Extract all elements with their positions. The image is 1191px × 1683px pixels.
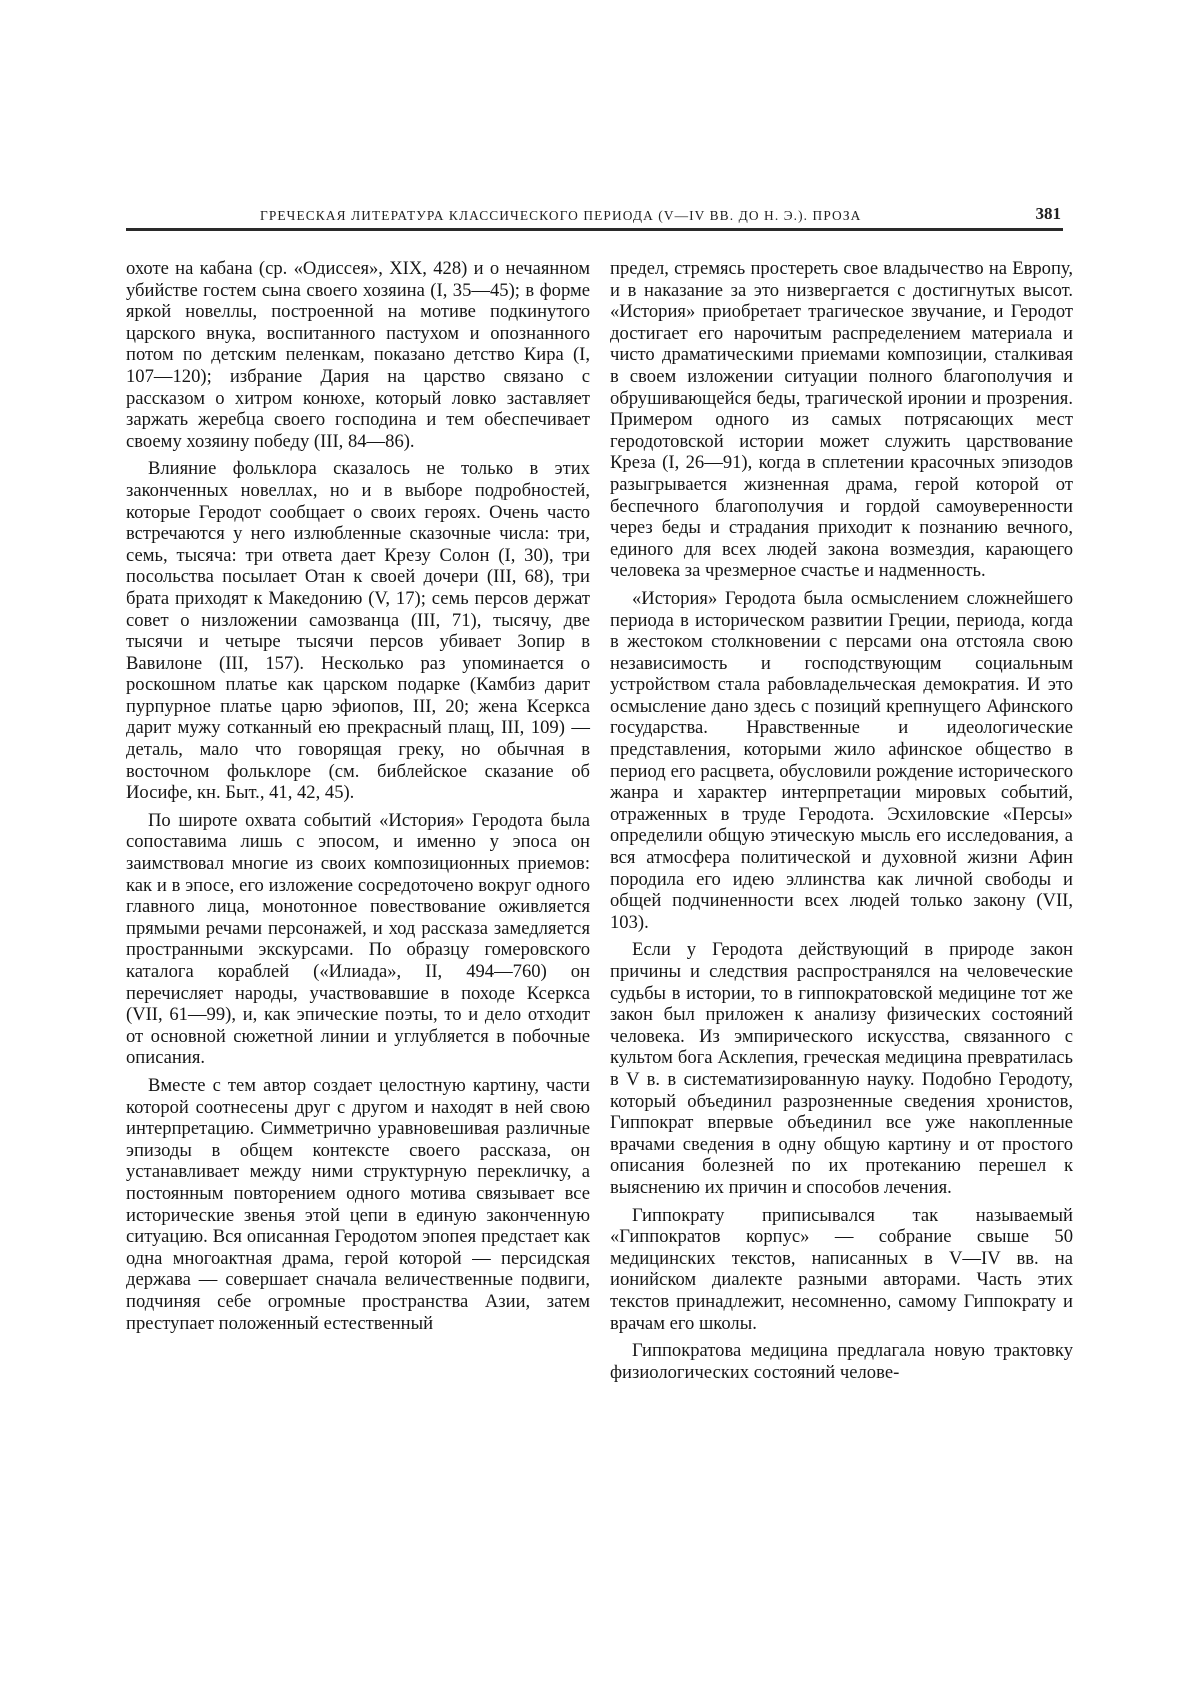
right-column	[610, 258, 1073, 1389]
page-number: 381	[1035, 204, 1061, 223]
paragraph: Влияние фольклора сказалось не только в этих законченных новеллах, но и в выборе подробностей, которые Геродот сообщает о своих героях. Очень часто встречаются у него излюбленные сказочные числа: три, семь, тысяча: три ответа дает Крезу Солон (I, 30), три посольства посылает Отан к своей дочери (III, 68), три брата приходят к Македонию (V, 17); семь персов держат совет о низложении самозванца (III, 71), тысячу, две тысячи и четыре тысячи персов убивает Зопир в Вавилоне (III, 157). Несколько раз упоминается о роскошном платье как царском подарке (Камбиз дарит пурпурное платье царю эфиопов, III, 20; жена Ксеркса дарит мужу сотканный ею прекрасный плащ, III, 109) — деталь, мало что говорящая греку, но обычная в восточном фольклоре (см. библейское сказание об Иосифе, кн. Быт., 41, 42, 45).	[126, 458, 590, 804]
paragraph: По широте охвата событий «История» Геродота была сопоставима лишь с эпосом, и именно у эпоса он заимствовал многие из своих композиционных приемов: как и в эпосе, его изложение сосредоточено вокруг одного главного лица, монотонное повествование оживляется прямыми речами персонажей, и ход рассказа замедляется пространными экскурсами. По образцу гомеровского каталога кораблей («Илиада», II, 494—760) он перечисляет народы, участвовавшие в походе Ксеркса (VII, 61—99), и, как эпические поэты, то и дело отходит от основной сюжетной линии и углубляется в побочные описания.	[126, 809, 590, 1069]
running-title: ГРЕЧЕСКАЯ ЛИТЕРАТУРА КЛАССИЧЕСКОГО ПЕРИОДА (V—IV ВВ. ДО Н. Э.). ПРОЗА	[260, 208, 862, 223]
paragraph: предел, стремясь простереть свое владычество на Европу, и в наказание за это низвергается с достигнутых высот. «История» приобретает трагическое звучание, и Геродот достигает его нарочитым распределением материала и чисто драматическими приемами композиции, сталкивая в своем изложении ситуации полного благополучия и обрушивающейся беды, трагической иронии и прозрения. Примером одного из самых потрясающих мест геродотовской истории может служить царствование Креза (I, 26—91), когда в сплетении красочных эпизодов разыгрывается жизненная драма, герой которой от беспечного благополучия и гордой самоуверенности через беды и страдания приходит к познанию вечного, единого для всех людей закона возмездия, карающего человека за чрезмерное счастье и надменность.	[610, 258, 1073, 582]
paragraph: Гиппократу приписывался так называемый «Гиппократов корпус» — собрание свыше 50 медицинских текстов, написанных в V—IV вв. на ионийском диалекте разными авторами. Часть этих текстов принадлежит, несомненно, самому Гиппократу и врачам его школы.	[610, 1204, 1073, 1334]
paragraph: Вместе с тем автор создает целостную картину, части которой соотнесены друг с другом и находят в ней свою интерпретацию. Симметрично уравновешивая различные эпизоды в общем контексте своего рассказа, он устанавливает между ними структурную перекличку, а постоянным повторением одного мотива связывает все исторические звенья этой цепи в единую законченную ситуацию. Вся описанная Геродотом эпопея предстает как одна многоактная драма, герой которой — персидская держава — совершает сначала величественные подвиги, подчиняя себе огромные пространства Азии, затем преступает положенный естественный	[126, 1074, 590, 1334]
paragraph: «История» Геродота была осмыслением сложнейшего периода в историческом развитии Греции, периода, когда в жестоком столкновении с персами она отстояла свою независимость и господствующим социальным устройством стала рабовладельческая демократия. И это осмысление дано здесь с позиций крепнущего Афинского государства. Нравственные и идеологические представления, которыми жило афинское общество в период его расцвета, обусловили рождение исторического жанра и характер интерпретации мировых событий, отраженных в труде Геродота. Эсхиловские «Персы» определили общую этическую мысль его исследования, а вся атмосфера политической и духовной жизни Афин породила его идею эллинства как личной свободы и общей подчиненности всех людей только закону (VII, 103).	[610, 587, 1073, 933]
paragraph: Гиппократова медицина предлагала новую трактовку физиологических состояний человe-	[610, 1340, 1073, 1383]
header-rule	[126, 228, 1063, 231]
left-column	[126, 258, 590, 1340]
paragraph: Если у Геродота действующий в природе закон причины и следствия распространялся на человеческие судьбы в истории, то в гиппократовской медицине тот же закон был приложен к анализу физических состояний человека. Из эмпирического искусства, связанного с культом бога Асклепия, греческая медицина превратилась в V в. в систематизированную науку. Подобно Геродоту, который объединил разрозненные сведения хронистов, Гиппократ впервые объединил все уже накопленные врачами сведения в одну общую картину и от простого описания болезней по их протеканию перешел к выяснению их причин и способов лечения.	[610, 939, 1073, 1198]
paragraph: охоте на кабана (ср. «Одиссея», XIX, 428) и о нечаянном убийстве гостем сына своего хозяина (I, 35—45); в форме яркой новеллы, построенной на мотиве подкинутого царского внука, воспитанного пастухом и опознанного потом по детским пеленкам, показано детство Кира (I, 107—120); избрание Дария на царство связано с рассказом о хитром конюхе, который ловко заставляет заржать жеребца своего господина и тем обеспечивает своему хозяину победу (III, 84—86).	[126, 258, 590, 452]
